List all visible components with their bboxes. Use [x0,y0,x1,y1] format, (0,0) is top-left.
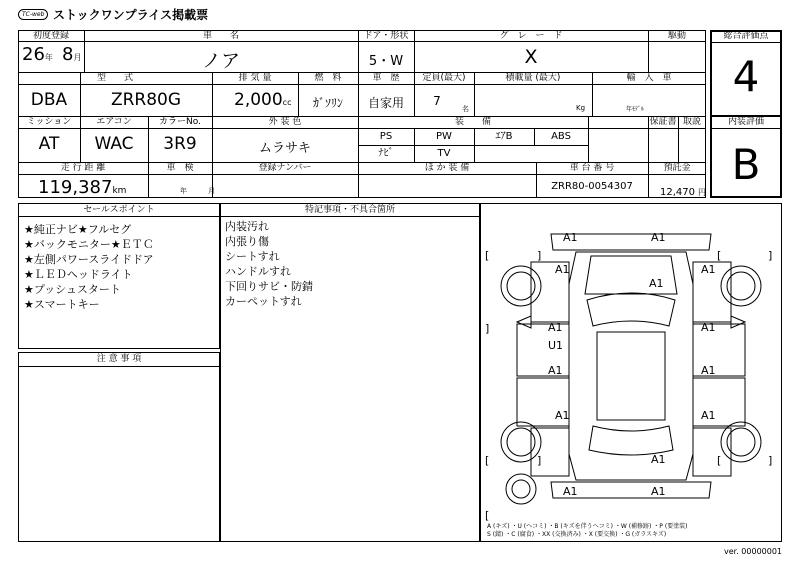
damage-diagram-panel [480,203,782,542]
damage-mark: A1 [649,277,664,290]
first-reg-value [22,44,81,65]
year-value: 26 [22,44,45,65]
deposit-number: 12,470 [660,187,695,198]
history-value: 自家用 [367,96,404,110]
aircon-value: WAC [94,134,134,154]
list-item: ★スマートキー [24,298,100,311]
damage-mark: A1 [555,409,570,422]
interior-score-value: B [731,140,761,189]
list-item: ★純正ナビ★フルセグ [24,223,132,236]
door-value: 5・W [368,54,404,69]
other-equipment-label: ほ か 装 備 [424,163,470,173]
deposit-value [660,180,706,199]
notes-header: 注 意 事 項 [96,354,142,364]
list-item: ★ＬＥＤヘッドライト [24,268,133,281]
capacity-label: 定員(最大) [422,73,466,83]
bracket: ] [768,454,773,467]
list-item: ★バックモニター★ＥＴＣ [24,238,154,251]
remarks-header: 特記事項・不具合箇所 [304,205,395,215]
damage-mark: U1 [548,339,564,352]
mission-label: ミッション [26,117,72,127]
inspection-month-unit: 月 [208,187,215,195]
import-label: 輸 入 車 [626,73,672,83]
bracket: ] [768,249,773,262]
mileage-label: 走 行 距 離 [60,163,106,173]
month-value: 8 [62,44,74,65]
mileage-unit: km [112,186,127,196]
equip-navi: ﾅﾋﾞ [378,148,394,159]
damage-mark: A1 [651,231,666,244]
bracket: [ [717,249,722,262]
type-label: 型 式 [96,73,133,83]
list-item: ★左側パワースライドドア [24,253,154,266]
legend-line-1: A (キズ) ・U (ヘコミ) ・B (キズを伴うヘコミ) ・W (補修跡) ・P (要塗装) [487,523,688,530]
damage-mark: A1 [651,485,666,498]
interior-score-label: 内装評価 [727,117,764,127]
bracket: [ [485,249,490,262]
equip-pw: PW [436,131,452,142]
list-item: シートすれ [225,250,280,263]
deposit-unit: 円 [698,188,706,197]
inspection-year-unit: 年 [180,187,187,195]
grade-label: グ レ ー ド [499,31,563,41]
fuel-label: 燃 料 [314,73,342,83]
sales-points-list [24,222,154,312]
displacement-label: 排 気 量 [238,73,272,83]
warranty-label: 保証書 [649,117,677,127]
type-prefix-value: DBA [30,90,68,110]
color-no-label: カラーNo. [159,117,201,127]
plate-label: 登録ナンバー [258,163,312,173]
history-label: 車 歴 [372,73,400,83]
month-unit: 月 [73,53,82,62]
mission-value: AT [38,134,60,154]
mileage-value [38,177,126,198]
damage-mark: A1 [701,321,716,334]
damage-mark: A1 [701,409,716,422]
list-item: 内装汚れ [225,220,269,233]
damage-mark: A1 [701,364,716,377]
total-score-label: 総合評価点 [723,31,769,41]
header-logo: TC-web [18,9,48,20]
inspection-label: 車 検 [166,163,194,173]
cc-unit: cc [282,98,292,107]
equip-abs: ABS [551,131,571,142]
bracket: [ [717,454,722,467]
model-value: ノア [201,50,240,72]
model-name-label: 車 名 [202,31,239,41]
type-value: ZRR80G [110,90,182,110]
equipment-label: 装 備 [454,117,491,127]
manual-label: 取説 [682,117,701,127]
list-item: 内張り傷 [225,235,269,248]
aircon-label: エアコン [96,117,132,127]
displacement-number: 2,000 [234,90,283,110]
bracket: ] [537,454,542,467]
load-unit: Kg [576,104,586,112]
damage-mark: A1 [563,231,578,244]
damage-legend [487,523,688,539]
sales-points-header: セールスポイント [83,205,155,215]
capacity-value: 7 [433,94,441,108]
damage-mark: A1 [548,364,563,377]
damage-mark: A1 [701,263,716,276]
door-label: ドア・形状 [363,31,409,41]
list-item: 下回りサビ・防錆 [225,280,313,293]
first-reg-label: 初度登録 [32,31,69,41]
import-model-unit: 年ﾓﾃﾞﾙ [626,106,645,113]
bracket: ] [537,249,542,262]
total-score-value: 4 [732,52,760,101]
exterior-value: ムラサキ [258,141,311,156]
damage-mark: A1 [651,453,666,466]
list-item: カーペットすれ [225,295,302,308]
exterior-label: 外 装 色 [268,117,302,127]
list-item: ハンドルすれ [225,265,291,278]
bracket: ] [485,322,490,335]
remarks-list [225,219,313,309]
deposit-label: 預託金 [663,163,691,173]
list-item: ★プッシュスタート [24,283,121,296]
year-unit: 年 [44,53,53,62]
displacement-value [234,90,291,110]
drive-label: 駆動 [667,31,686,41]
chassis-no-label: 車 台 番 号 [569,163,615,173]
fuel-value: ｶﾞｿﾘﾝ [312,96,343,110]
legend-line-2: S (錆) ・C (腐食) ・XX (交換済み) ・X (要交換) ・G (ガラスキズ) [487,531,667,538]
equip-ps: PS [379,131,393,142]
equip-tv: TV [437,148,451,159]
damage-mark: A1 [555,263,570,276]
car-diagram [481,204,781,541]
equip-airbag: ｴｱB [495,131,513,142]
load-label: 積載量 (最大) [505,73,561,83]
bracket: [ [485,509,490,522]
damage-mark: A1 [563,485,578,498]
mileage-number: 119,387 [38,177,113,198]
chassis-no-value: ZRR80-0054307 [551,181,633,192]
page-title: ストックワンプライス掲載票 [53,8,209,22]
capacity-unit: 名 [462,105,469,113]
bracket: [ [485,454,490,467]
damage-mark: A1 [548,321,563,334]
version-label: ver. 00000001 [724,547,783,556]
grade-value: X [524,46,538,68]
color-no-value: 3R9 [163,134,197,154]
